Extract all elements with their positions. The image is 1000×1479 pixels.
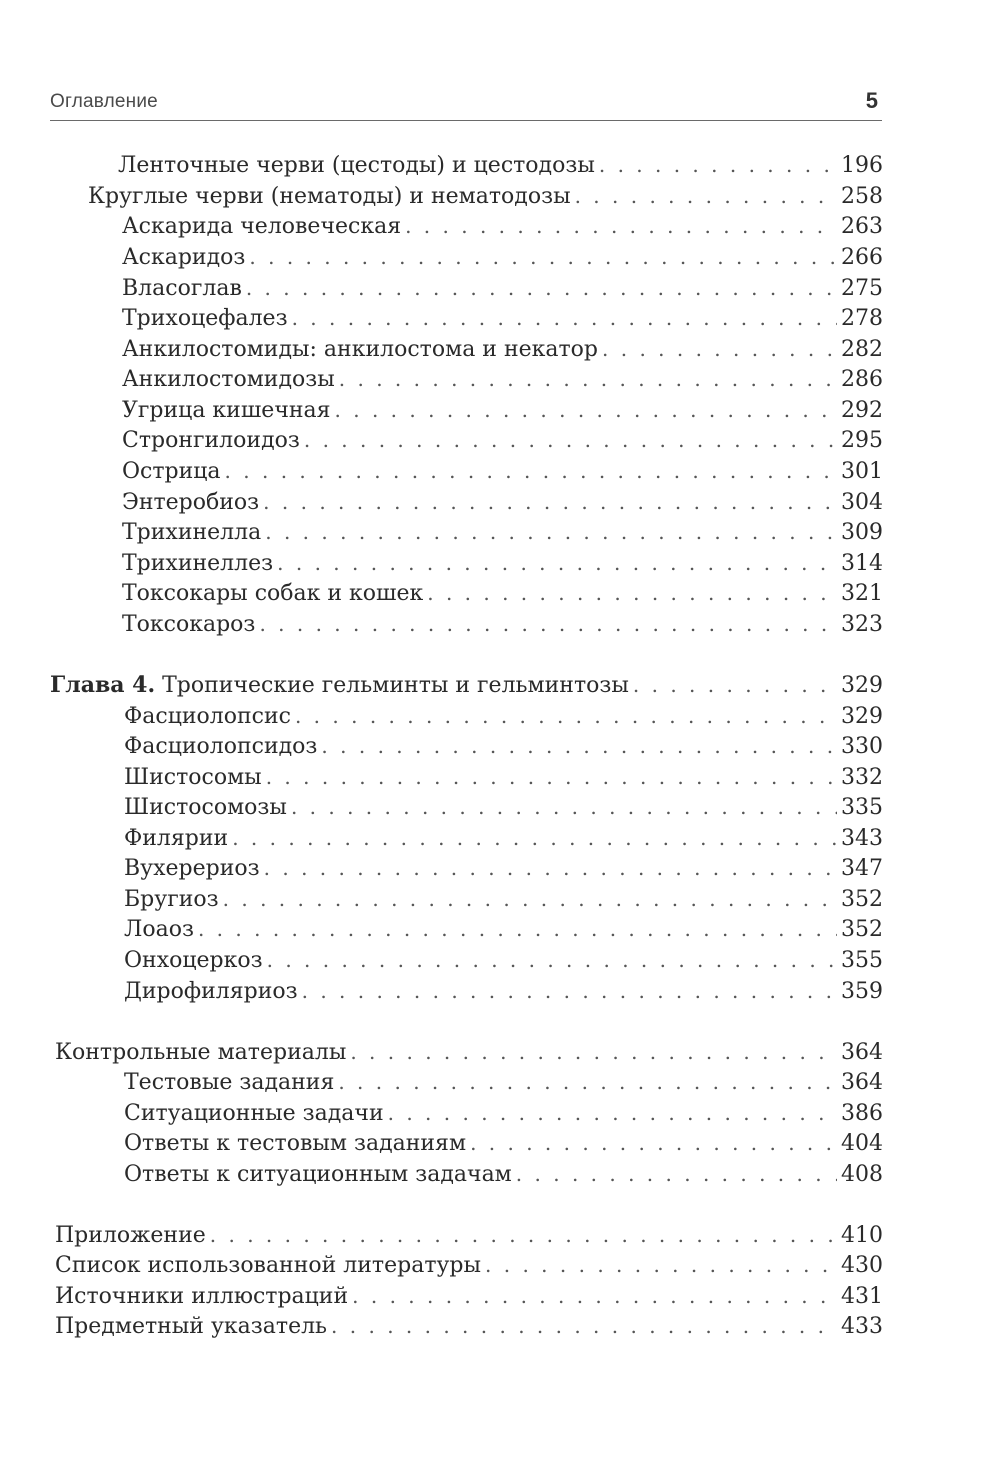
toc-entry-title bbox=[124, 977, 298, 1007]
toc-entry bbox=[124, 823, 883, 853]
dot-leader bbox=[388, 1098, 837, 1128]
toc-entry bbox=[124, 914, 883, 944]
toc-entry bbox=[55, 1220, 883, 1250]
toc-entry bbox=[122, 273, 883, 303]
toc-entry-label: Угрица кишечная bbox=[122, 398, 331, 423]
toc-entry-label: Дирофиляриоз bbox=[124, 979, 298, 1004]
toc-entry-page: 433 bbox=[841, 1314, 883, 1339]
toc-entry-title bbox=[124, 1068, 334, 1098]
toc-entry-label: Список использованной литературы bbox=[55, 1253, 482, 1278]
dot-leader bbox=[427, 578, 837, 608]
toc-entry-page: 282 bbox=[841, 337, 883, 362]
toc-entry bbox=[124, 1159, 883, 1189]
toc-entry-title bbox=[55, 1312, 327, 1342]
toc-entry-label: Круглые черви (нематоды) и нематодозы bbox=[88, 184, 571, 209]
toc-entry-label: Анкилостомиды: анкилостома и некатор bbox=[122, 337, 599, 362]
toc-entry-label: Источники иллюстраций bbox=[55, 1284, 349, 1309]
toc-entry-label: Трихинеллез bbox=[122, 551, 274, 576]
toc-entry-title bbox=[122, 488, 259, 518]
toc-entry-page: 321 bbox=[841, 581, 883, 606]
toc-entry-title bbox=[55, 1251, 481, 1281]
dot-leader bbox=[259, 609, 837, 639]
toc-entry-title bbox=[124, 763, 262, 793]
dot-leader bbox=[339, 364, 837, 394]
dot-leader bbox=[350, 1037, 837, 1067]
toc-entry bbox=[122, 242, 883, 272]
dot-leader bbox=[575, 181, 837, 211]
toc-entry-page: 430 bbox=[841, 1253, 883, 1278]
toc-entry bbox=[124, 945, 883, 975]
toc-entry-label: Ситуационные задачи bbox=[124, 1101, 384, 1126]
toc-entry-page: 266 bbox=[841, 245, 883, 270]
toc-entry-title bbox=[122, 426, 300, 456]
dot-leader bbox=[263, 487, 837, 517]
toc-entry-title bbox=[55, 1282, 348, 1312]
toc-entry-label: Фасциолопсидоз bbox=[124, 734, 318, 759]
toc-entry-label: Приложение bbox=[55, 1223, 206, 1248]
toc-entry bbox=[122, 548, 883, 578]
toc-entry bbox=[55, 1311, 883, 1341]
dot-leader bbox=[302, 976, 837, 1006]
dot-leader bbox=[516, 1159, 837, 1189]
dot-leader bbox=[470, 1128, 837, 1158]
toc-entry-title bbox=[124, 854, 260, 884]
toc-entry-page: 278 bbox=[841, 306, 883, 331]
page-number: 5 bbox=[865, 88, 878, 113]
toc-entry-label: Филярии bbox=[124, 826, 229, 851]
toc-entry bbox=[122, 334, 883, 364]
toc-entry-title bbox=[122, 274, 242, 304]
dot-leader bbox=[265, 517, 837, 547]
toc-entry-title bbox=[122, 579, 423, 609]
toc-entry-title bbox=[50, 670, 629, 701]
toc-entry bbox=[122, 303, 883, 333]
toc-entry-page: 364 bbox=[841, 1040, 883, 1065]
toc-entry-label: Аскаридоз bbox=[122, 245, 246, 270]
toc-entry-title bbox=[124, 824, 228, 854]
dot-leader bbox=[249, 242, 837, 272]
toc-entry-title bbox=[122, 549, 273, 579]
toc-entry-page: 335 bbox=[841, 795, 883, 820]
toc-entry-page: 323 bbox=[841, 612, 883, 637]
toc-entry-page: 196 bbox=[841, 153, 883, 178]
toc-entry-label: Ответы к тестовым заданиям bbox=[124, 1131, 467, 1156]
toc-entry-title bbox=[124, 885, 219, 915]
dot-leader bbox=[223, 884, 837, 914]
toc-entry-label: Стронгилоидоз bbox=[122, 428, 300, 453]
toc-entry-label: Онхоцеркоз bbox=[124, 948, 263, 973]
toc-entry-title bbox=[55, 1038, 346, 1068]
dot-leader bbox=[321, 731, 837, 761]
dot-leader bbox=[292, 303, 837, 333]
toc-entry bbox=[124, 884, 883, 914]
dot-leader bbox=[304, 425, 837, 455]
toc-entry-label: Тестовые задания bbox=[124, 1070, 335, 1095]
toc-entry-title bbox=[122, 610, 255, 640]
toc-entry-page: 263 bbox=[841, 214, 883, 239]
dot-leader bbox=[338, 1067, 837, 1097]
toc-entry-page: 275 bbox=[841, 276, 883, 301]
dot-leader bbox=[246, 273, 837, 303]
toc-entry-page: 304 bbox=[841, 490, 883, 515]
toc-entry-title bbox=[124, 915, 194, 945]
toc-entry bbox=[124, 701, 883, 731]
toc-entry-page: 292 bbox=[841, 398, 883, 423]
toc-entry-label: Аскарида человеческая bbox=[122, 214, 402, 239]
dot-leader bbox=[602, 334, 837, 364]
toc-entry-page: 355 bbox=[841, 948, 883, 973]
dot-leader bbox=[277, 548, 837, 578]
toc-entry bbox=[50, 670, 883, 700]
dot-leader bbox=[291, 792, 837, 822]
dot-leader bbox=[599, 150, 837, 180]
toc-entry bbox=[124, 976, 883, 1006]
toc-entry-label: Тропические гельминты и гельминтозы bbox=[162, 673, 629, 698]
toc-entry bbox=[118, 150, 883, 180]
toc-entry-label: Шистосомы bbox=[124, 765, 262, 790]
toc-entry-page: 352 bbox=[841, 887, 883, 912]
dot-leader bbox=[352, 1281, 837, 1311]
toc-entry-label: Фасциолопсис bbox=[124, 704, 291, 729]
toc-entry-page: 286 bbox=[841, 367, 883, 392]
toc-entry-title bbox=[124, 1099, 384, 1129]
toc-entry-title bbox=[55, 1221, 206, 1251]
toc-entry-page: 343 bbox=[841, 826, 883, 851]
toc-entry-title bbox=[124, 1160, 512, 1190]
toc-entry-title bbox=[122, 365, 335, 395]
toc-entry-page: 301 bbox=[841, 459, 883, 484]
toc-entry-label: Токсокары собак и кошек bbox=[122, 581, 424, 606]
toc-entry-page: 309 bbox=[841, 520, 883, 545]
toc-entry-label: Контрольные материалы bbox=[55, 1040, 347, 1065]
toc-entry-page: 364 bbox=[841, 1070, 883, 1095]
toc-entry-label: Власоглав bbox=[122, 276, 242, 301]
toc-entry-label: Ответы к ситуационным задачам bbox=[124, 1162, 512, 1187]
dot-leader bbox=[335, 395, 837, 425]
toc-entry-title bbox=[122, 396, 331, 426]
toc-entry-title bbox=[122, 304, 288, 334]
toc-entry-title bbox=[122, 243, 245, 273]
toc-entry bbox=[124, 792, 883, 822]
dot-leader bbox=[633, 670, 837, 700]
dot-leader bbox=[267, 945, 837, 975]
toc-entry-label: Энтеробиоз bbox=[122, 490, 260, 515]
toc-entry-title bbox=[124, 793, 287, 823]
toc-entry-label: Трихинелла bbox=[122, 520, 262, 545]
toc-entry bbox=[124, 1128, 883, 1158]
toc-entry bbox=[124, 1098, 883, 1128]
running-header bbox=[50, 88, 882, 121]
toc-entry-label: Предметный указатель bbox=[55, 1314, 328, 1339]
dot-leader bbox=[210, 1220, 837, 1250]
toc-entry bbox=[124, 1067, 883, 1097]
toc-entry bbox=[124, 731, 883, 761]
dot-leader bbox=[264, 853, 837, 883]
chapter-number: Глава 4. bbox=[50, 672, 156, 698]
toc-entry-page: 386 bbox=[841, 1101, 883, 1126]
toc-entry bbox=[55, 1250, 883, 1280]
toc-entry-label: Ленточные черви (цестоды) и цестодозы bbox=[118, 153, 595, 178]
toc-entry-page: 295 bbox=[841, 428, 883, 453]
toc-entry-page: 332 bbox=[841, 765, 883, 790]
toc-entry bbox=[55, 1037, 883, 1067]
toc-entry bbox=[122, 456, 883, 486]
toc-entry-title bbox=[124, 946, 263, 976]
running-header-title: Оглавление bbox=[50, 91, 158, 112]
toc-entry bbox=[122, 517, 883, 547]
dot-leader bbox=[331, 1311, 837, 1341]
toc-entry bbox=[122, 487, 883, 517]
toc-entry-title bbox=[118, 151, 595, 181]
dot-leader bbox=[232, 823, 837, 853]
toc-entry-title bbox=[122, 457, 221, 487]
toc-entry-label: Токсокароз bbox=[122, 612, 256, 637]
toc-entry bbox=[124, 853, 883, 883]
toc-entry-page: 431 bbox=[841, 1284, 883, 1309]
toc-entry bbox=[122, 211, 883, 241]
toc-entry bbox=[122, 425, 883, 455]
toc-entry-title bbox=[124, 702, 291, 732]
toc-entry bbox=[124, 762, 883, 792]
toc-entry-page: 314 bbox=[841, 551, 883, 576]
dot-leader bbox=[485, 1250, 837, 1280]
toc-entry-label: Шистосомозы bbox=[124, 795, 287, 820]
toc-entry-title bbox=[124, 732, 317, 762]
dot-leader bbox=[295, 701, 837, 731]
toc-entry-page: 352 bbox=[841, 917, 883, 942]
toc-entry bbox=[122, 578, 883, 608]
toc-entry-label: Острица bbox=[122, 459, 221, 484]
toc-entry-title bbox=[122, 518, 261, 548]
toc-entry-label: Вухерериоз bbox=[124, 856, 260, 881]
toc-entry-page: 410 bbox=[841, 1223, 883, 1248]
toc-entry-page: 329 bbox=[841, 704, 883, 729]
toc-entry bbox=[122, 364, 883, 394]
toc-entry-page: 258 bbox=[841, 184, 883, 209]
toc-entry-page: 359 bbox=[841, 979, 883, 1004]
toc-entry bbox=[122, 395, 883, 425]
toc-entry-label: Лоаоз bbox=[124, 917, 194, 942]
toc-entry-page: 330 bbox=[841, 734, 883, 759]
toc-entry bbox=[122, 609, 883, 639]
toc-entry-label: Анкилостомидозы bbox=[122, 367, 335, 392]
dot-leader bbox=[266, 762, 837, 792]
toc-entry-title bbox=[124, 1129, 466, 1159]
toc-entry-label: Бругиоз bbox=[124, 887, 219, 912]
toc-entry-title bbox=[122, 212, 401, 242]
toc-entry-page: 329 bbox=[841, 673, 883, 698]
toc-entry bbox=[55, 1281, 883, 1311]
toc-entry-title bbox=[88, 182, 571, 212]
toc-entry-label: Трихоцефалез bbox=[122, 306, 288, 331]
toc-entry-title bbox=[122, 335, 598, 365]
toc-entry bbox=[88, 181, 883, 211]
toc-entry-page: 404 bbox=[841, 1131, 883, 1156]
toc-entry-page: 408 bbox=[841, 1162, 883, 1187]
dot-leader bbox=[405, 211, 837, 241]
toc-entry-page: 347 bbox=[841, 856, 883, 881]
dot-leader bbox=[198, 914, 837, 944]
dot-leader bbox=[225, 456, 837, 486]
